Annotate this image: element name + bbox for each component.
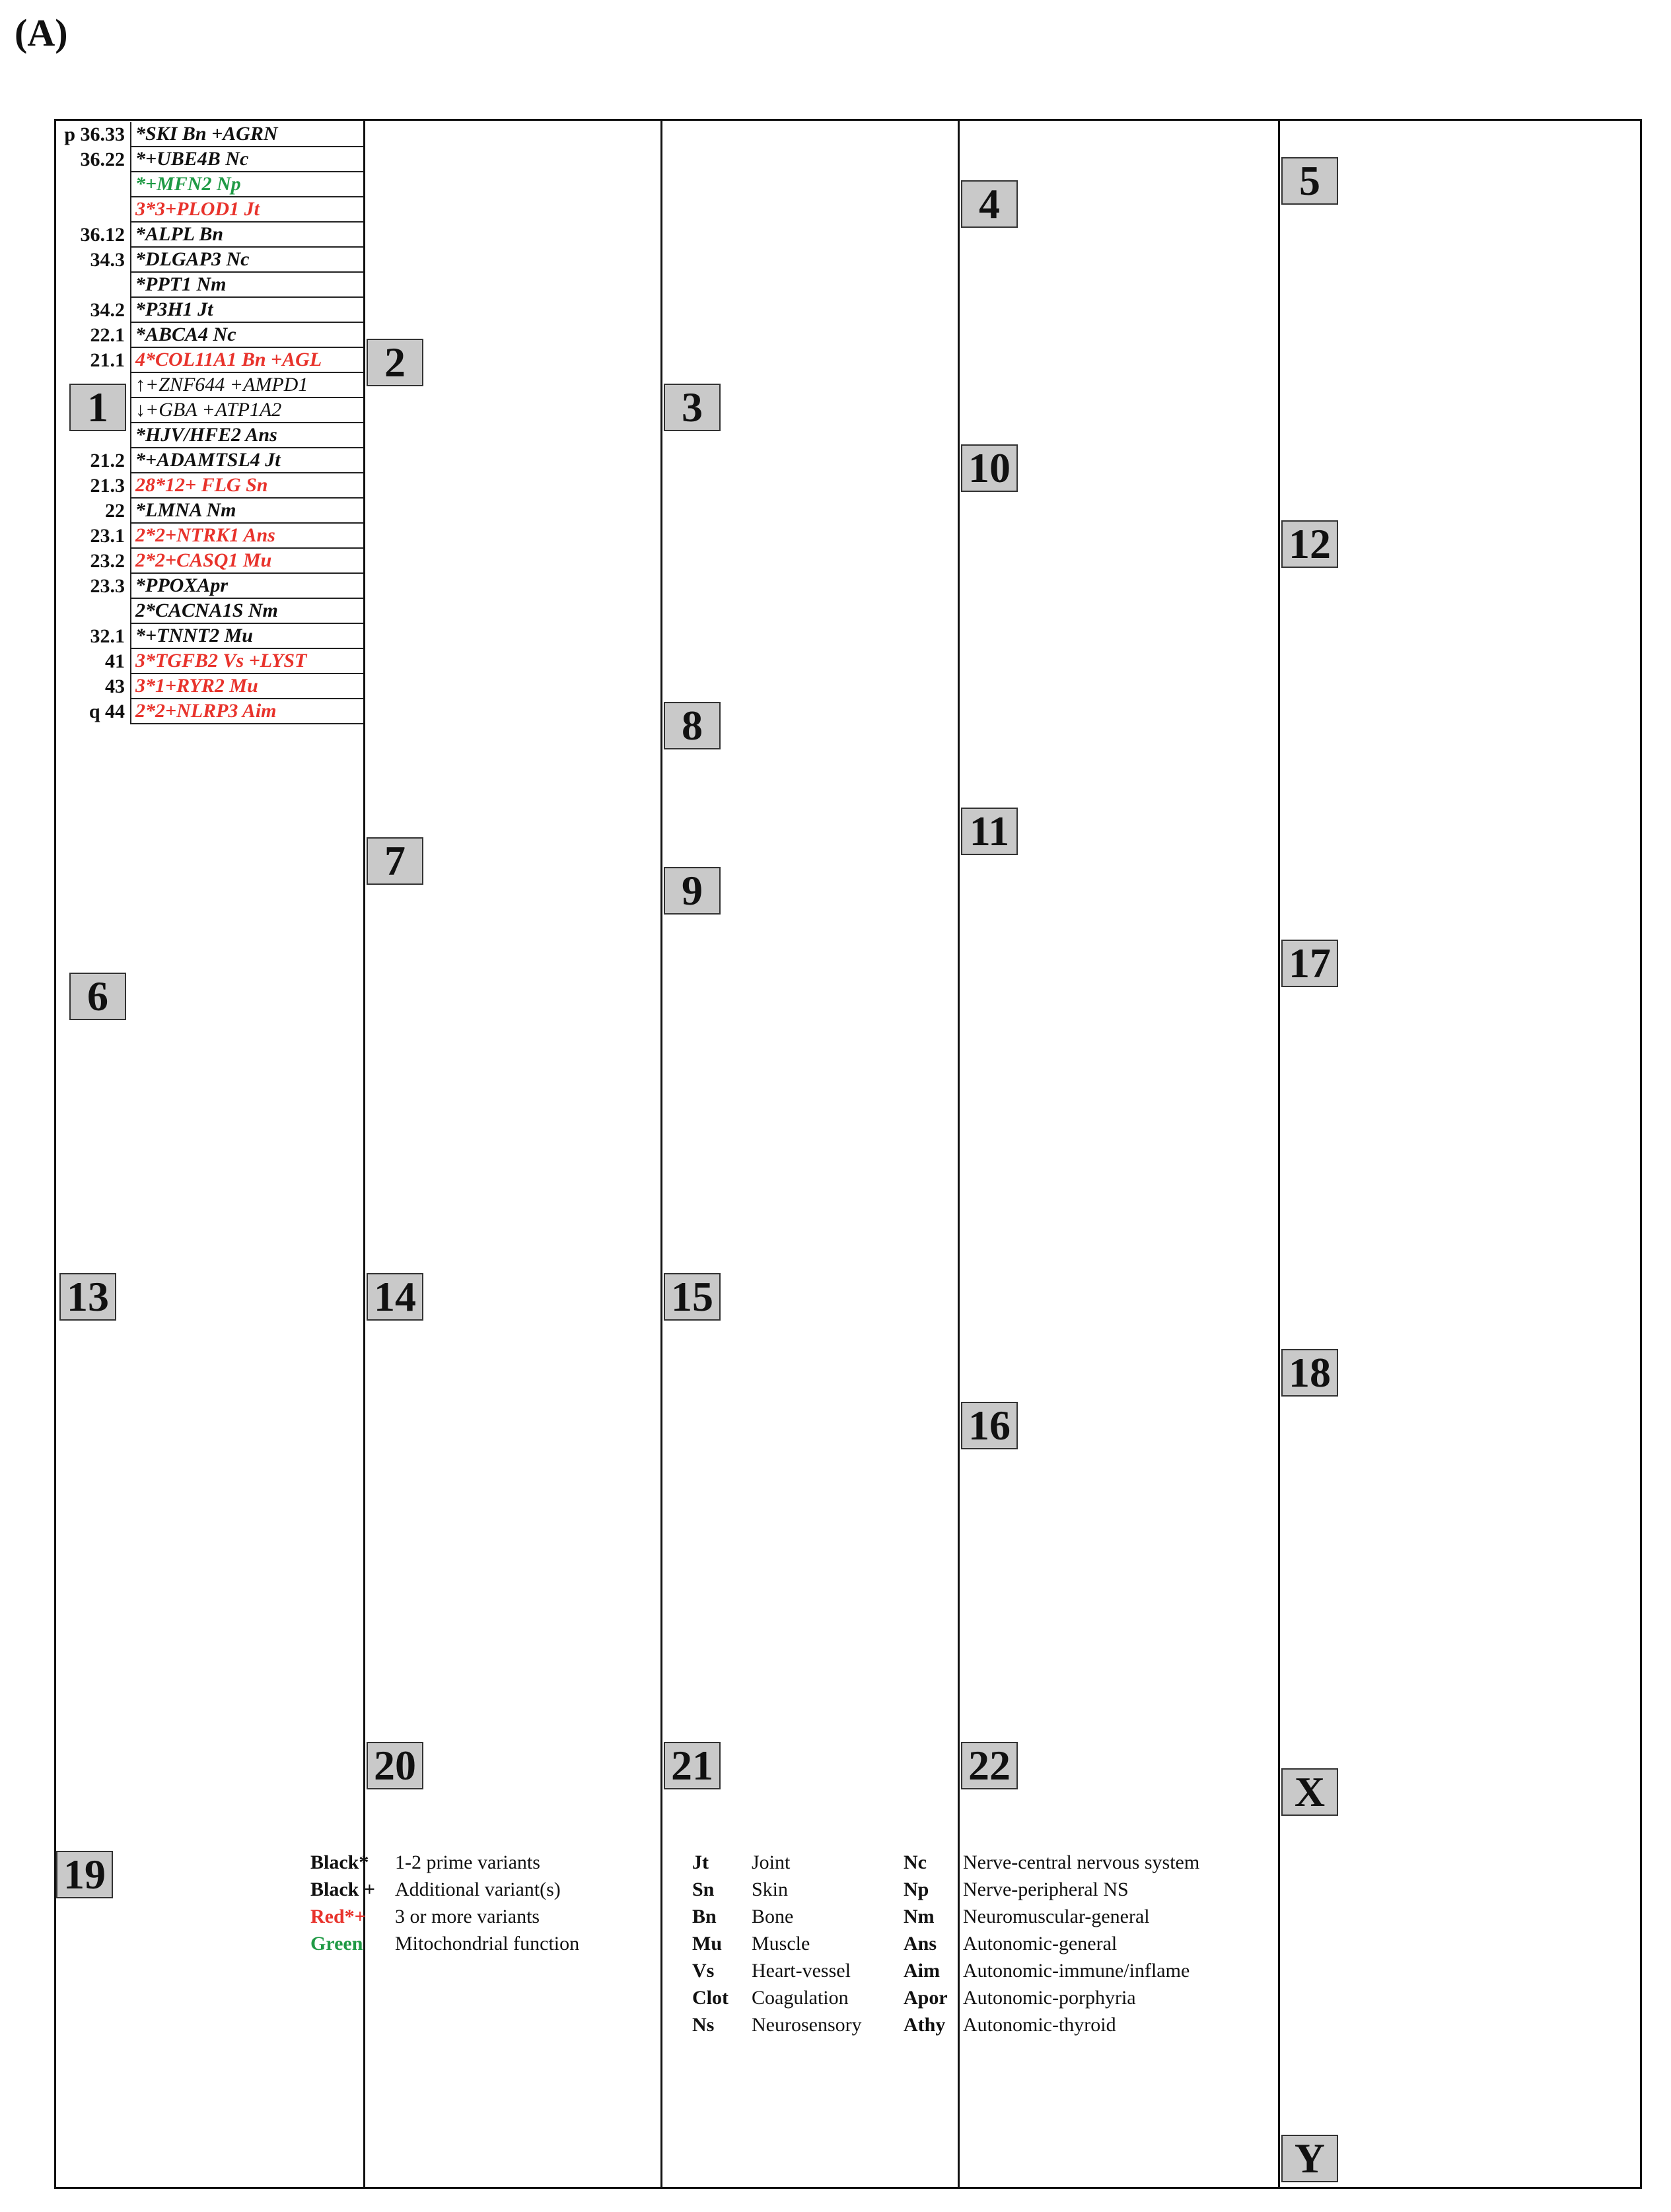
- chromosome-label-X: X: [1281, 1768, 1338, 1816]
- table-row: [56, 223, 363, 248]
- table-row: [56, 323, 363, 348]
- table-row: [56, 348, 363, 373]
- band-label: 32.1: [90, 625, 125, 647]
- abbreviation-value: Autonomic-porphyria: [963, 1986, 1136, 2009]
- abbreviation-value: Skin: [752, 1878, 789, 1900]
- band-label: q 44: [89, 701, 125, 722]
- chromosome-label-15: 15: [664, 1273, 721, 1321]
- abbreviation-value: Nerve-central nervous system: [963, 1851, 1200, 1873]
- abbreviation-key: Apor: [904, 1986, 948, 2009]
- table-row: [56, 674, 363, 699]
- abbreviation-value: Coagulation: [752, 1986, 849, 2009]
- abbreviation-row: [904, 1930, 1240, 1957]
- abbreviation-row: [904, 1984, 1240, 2011]
- chromosome-label-4: 4: [961, 180, 1018, 228]
- abbreviation-row: [692, 1903, 890, 1930]
- abbreviation-key: Ans: [904, 1932, 937, 1954]
- gene-entry: 28*12+ FLG Sn: [130, 473, 363, 499]
- gene-entry: 2*2+NTRK1 Ans: [130, 524, 363, 549]
- abbreviation-key: Vs: [692, 1959, 715, 1982]
- chromosome-label-12: 12: [1281, 520, 1338, 568]
- table-row: [56, 574, 363, 599]
- abbreviation-value: Heart-vessel: [752, 1959, 851, 1982]
- chromosome-label-9: 9: [664, 867, 721, 915]
- chromosome-label-22: 22: [961, 1742, 1018, 1789]
- column-divider: [1278, 121, 1280, 2187]
- abbreviation-value: Bone: [752, 1905, 794, 1927]
- table-row: [56, 473, 363, 499]
- abbreviation-row: [692, 1849, 890, 1876]
- band-label: 34.3: [90, 249, 125, 271]
- gene-entry: 2*2+CASQ1 Mu: [130, 549, 363, 574]
- panel-label: (A): [15, 11, 68, 54]
- abbreviation-row: [692, 2011, 890, 2038]
- legend-key: Red*+: [310, 1905, 366, 1927]
- gene-entry: *ABCA4 Nc: [130, 323, 363, 348]
- abbreviation-key: Sn: [692, 1878, 715, 1900]
- abbreviation-row: [692, 1984, 890, 2011]
- band-label: 21.3: [90, 475, 125, 497]
- abbreviation-key: Nm: [904, 1905, 935, 1927]
- legend-row: [310, 1849, 686, 1876]
- table-row: [56, 197, 363, 223]
- chromosome-label-5: 5: [1281, 157, 1338, 205]
- abbreviation-row: [692, 1957, 890, 1984]
- abbreviation-value: Autonomic-immune/inflame: [963, 1959, 1190, 1982]
- chromosome-label-1: 1: [69, 384, 126, 431]
- gene-entry: *DLGAP3 Nc: [130, 248, 363, 273]
- legend-value: Additional variant(s): [395, 1878, 561, 1900]
- band-label: 22.1: [90, 324, 125, 346]
- gene-entry: *ALPL Bn: [130, 223, 363, 248]
- table-row: [56, 147, 363, 172]
- legend-row: [310, 1930, 686, 1957]
- gene-entry: *P3H1 Jt: [130, 298, 363, 323]
- gene-entry: *+TNNT2 Mu: [130, 624, 363, 649]
- gene-entry: *PPT1 Nm: [130, 273, 363, 298]
- abbreviation-value: Autonomic-thyroid: [963, 2013, 1116, 2036]
- gene-entry: 2*CACNA1S Nm: [130, 599, 363, 624]
- chromosome-label-14: 14: [367, 1273, 423, 1321]
- gene-entry: *LMNA Nm: [130, 499, 363, 524]
- chromosome-label-7: 7: [367, 837, 423, 885]
- abbreviation-row: [904, 1903, 1240, 1930]
- gene-entry: 4*COL11A1 Bn +AGL: [130, 348, 363, 373]
- table-row: [56, 599, 363, 624]
- band-label: 36.22: [80, 149, 125, 170]
- chromosome-label-Y: Y: [1281, 2135, 1338, 2182]
- table-row: [56, 624, 363, 649]
- band-label: 23.2: [90, 550, 125, 572]
- abbreviation-row: [904, 2011, 1240, 2038]
- abbreviation-row: [692, 1930, 890, 1957]
- table-row: [56, 524, 363, 549]
- band-label: 21.2: [90, 450, 125, 471]
- table-row: [56, 172, 363, 197]
- gene-entry: *SKI Bn +AGRN: [130, 122, 363, 147]
- abbreviation-key: Athy: [904, 2013, 946, 2036]
- abbreviation-key: Jt: [692, 1851, 709, 1873]
- band-label: 43: [105, 675, 125, 697]
- chromosome-label-3: 3: [664, 384, 721, 431]
- legend-value: 3 or more variants: [395, 1905, 540, 1927]
- band-label: 23.1: [90, 525, 125, 547]
- abbreviation-key: Aim: [904, 1959, 940, 1982]
- abbreviation-key: Mu: [692, 1932, 722, 1954]
- gene-entry: *HJV/HFE2 Ans: [130, 423, 363, 448]
- abbreviation-value: Muscle: [752, 1932, 810, 1954]
- chromosome-label-2: 2: [367, 339, 423, 386]
- gene-entry: *+ADAMTSL4 Jt: [130, 448, 363, 473]
- abbreviation-row: [904, 1876, 1240, 1903]
- chromosome-label-17: 17: [1281, 940, 1338, 987]
- chromosome-label-13: 13: [59, 1273, 116, 1321]
- abbreviation-key: Np: [904, 1878, 929, 1900]
- abbreviation-key: Ns: [692, 2013, 715, 2036]
- gene-entry: 2*2+NLRP3 Aim: [130, 699, 363, 724]
- gene-entry: 3*1+RYR2 Mu: [130, 674, 363, 699]
- gene-entry: 3*TGFB2 Vs +LYST: [130, 649, 363, 674]
- table-row: [56, 122, 363, 147]
- table-row: [56, 499, 363, 524]
- legend-abbreviations-left: [692, 1849, 890, 2038]
- legend-key: Black +: [310, 1878, 375, 1900]
- legend-key: Green: [310, 1932, 363, 1954]
- band-label: p 36.33: [64, 123, 125, 145]
- legend: [310, 1849, 1240, 2038]
- band-label: 21.1: [90, 349, 125, 371]
- abbreviation-row: [904, 1957, 1240, 1984]
- table-row: [56, 699, 363, 724]
- gene-entry: *PPOXApr: [130, 574, 363, 599]
- abbreviation-value: Neuromuscular-general: [963, 1905, 1150, 1927]
- table-row: [56, 549, 363, 574]
- chromosome-label-20: 20: [367, 1742, 423, 1789]
- abbreviation-key: Bn: [692, 1905, 717, 1927]
- legend-value: 1-2 prime variants: [395, 1851, 540, 1873]
- gene-entry: ↑+ZNF644 +AMPD1: [130, 373, 363, 398]
- legend-row: [310, 1903, 686, 1930]
- legend-value: Mitochondrial function: [395, 1932, 580, 1954]
- abbreviation-value: Joint: [752, 1851, 791, 1873]
- chromosome-label-10: 10: [961, 444, 1018, 492]
- chromosome-label-19: 19: [56, 1851, 113, 1898]
- chromosome-label-16: 16: [961, 1402, 1018, 1449]
- band-label: 23.3: [90, 575, 125, 597]
- chromosome-label-21: 21: [664, 1742, 721, 1789]
- abbreviation-key: Clot: [692, 1986, 729, 2009]
- chromosome-label-8: 8: [664, 702, 721, 749]
- gene-entry: 3*3+PLOD1 Jt: [130, 197, 363, 223]
- legend-color-key: [310, 1849, 686, 2038]
- legend-abbreviations-right: [904, 1849, 1240, 2038]
- chromosome-label-6: 6: [69, 973, 126, 1020]
- abbreviation-value: Nerve-peripheral NS: [963, 1878, 1129, 1900]
- table-row: [56, 298, 363, 323]
- legend-key: Black*: [310, 1851, 369, 1873]
- gene-entry: ↓+GBA +ATP1A2: [130, 398, 363, 423]
- table-row: [56, 649, 363, 674]
- table-row: [56, 273, 363, 298]
- gene-entry: *+MFN2 Np: [130, 172, 363, 197]
- chromosome-label-11: 11: [961, 808, 1018, 855]
- band-label: 34.2: [90, 299, 125, 321]
- band-label: 22: [105, 500, 125, 522]
- table-row: [56, 248, 363, 273]
- abbreviation-value: Autonomic-general: [963, 1932, 1118, 1954]
- abbreviation-row: [692, 1876, 890, 1903]
- legend-row: [310, 1876, 686, 1903]
- abbreviation-row: [904, 1849, 1240, 1876]
- band-label: 36.12: [80, 224, 125, 246]
- gene-entry: *+UBE4B Nc: [130, 147, 363, 172]
- abbreviation-value: Neurosensory: [752, 2013, 862, 2036]
- abbreviation-key: Nc: [904, 1851, 927, 1873]
- band-label: 41: [105, 650, 125, 672]
- chromosome-label-18: 18: [1281, 1349, 1338, 1397]
- table-row: [56, 448, 363, 473]
